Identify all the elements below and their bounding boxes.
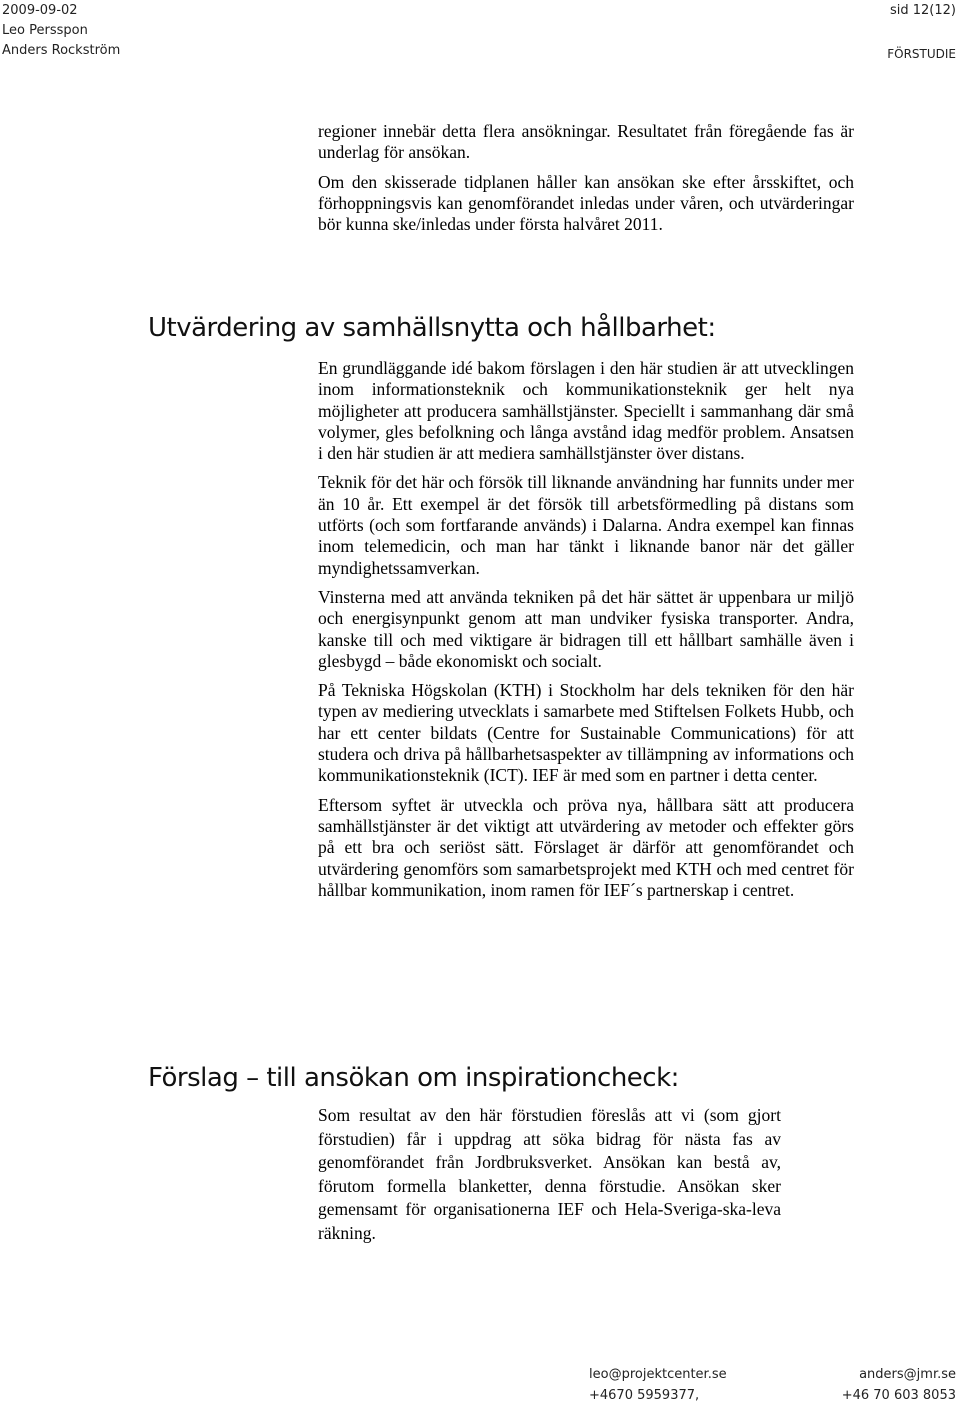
- body-paragraph: Vinsterna med att använda tekniken på det här sättet är uppenbara ur miljö och energisynpunkt genom att man undviker fysiska transporter. Andra, kanske till och med viktigare är bidragen till ett hållbart samhälle även i glesbygd – både ekonomiskt och socialt.: [318, 586, 854, 671]
- section-heading-proposal: Förslag – till ansökan om inspirationcheck:: [148, 1063, 679, 1093]
- header-author-1: Leo Persspon: [2, 23, 88, 38]
- footer-contact-leo: [589, 1364, 727, 1406]
- header-page-number: sid 12(12): [890, 3, 956, 18]
- footer-contact-anders: [842, 1364, 956, 1406]
- intro-paragraph: regioner innebär detta flera ansökningar. Resultatet från föregående fas är underlag för ansökan.: [318, 121, 854, 163]
- page-header-right: [887, 1, 956, 64]
- section-evaluation-body: [318, 358, 854, 901]
- header-date: 2009-09-02: [2, 3, 78, 18]
- footer-phone-anders: +46 70 603 8053: [841, 1388, 956, 1403]
- body-paragraph: En grundläggande idé bakom förslagen i den här studien är att utvecklingen inom informationsteknik och kommunikationsteknik ger helt nya möjligheter att producera samhällstjänster. Speciellt i sammanhang där små volymer, gles befolkning och långa avstånd idag medför problem. Ansatsen i den här studien är att mediera samhällstjänster över distans.: [318, 358, 854, 464]
- footer-email-leo[interactable]: leo@projektcenter.se: [589, 1367, 727, 1382]
- intro-paragraph: Om den skisserade tidplanen håller kan ansökan ske efter årsskiftet, och förhoppningsvis kan genomförandet inledas under våren, och utvärderingar bör kunna ske/inledas under första halvåret 2011.: [318, 171, 854, 235]
- header-document-type: FÖRSTUDIE: [887, 47, 956, 61]
- header-author-2: Anders Rockström: [2, 43, 121, 58]
- footer-phone-leo: +4670 5959377,: [589, 1388, 700, 1403]
- page-header-left: [2, 1, 120, 61]
- body-paragraph: På Tekniska Högskolan (KTH) i Stockholm har dels tekniken för den här typen av mediering utvecklats i samarbete med Stiftelsen Folkets Hubb, och har ett center bildats (Centre for Sustainable Communications) för att studera och driva på hållbarhetsaspekter av tillämpning av informations och kommunikationsteknik (ICT). IEF är med som en partner i detta center.: [318, 680, 854, 786]
- body-paragraph: Eftersom syftet är utveckla och pröva nya, hållbara sätt att producera samhällstjänster är det viktigt att utvärdering av metoder och effekter görs på ett bra och seriöst sätt. Förslaget är därför att genomförandet och utvärdering genomförs som samarbetsprojekt med KTH och med centret för hållbar kommunikation, inom ramen för IEF´s partnerskap i centret.: [318, 794, 854, 900]
- intro-text: [318, 121, 854, 235]
- footer-email-anders[interactable]: anders@jmr.se: [859, 1367, 956, 1382]
- section-proposal-body: [318, 1104, 781, 1246]
- body-paragraph: Teknik för det här och försök till liknande användning har funnits under mer än 10 år. Ett exempel är det försök till arbetsförmedling på distans som utförts (och som fortfarande används) i Dalarna. Andra exempel kan finnas inom telemedicin, och man har tänkt i liknande banor när det gäller myndighetssamverkan.: [318, 472, 854, 578]
- body-paragraph: Som resultat av den här förstudien föreslås att vi (som gjort förstudien) får i uppdrag att söka bidrag för nästa fas av genomförandet från Jordbruksverket. Ansökan kan bestå av, förutom formella blanketter, denna förstudie. Ansökan sker gemensamt för organisationerna IEF och Hela-Sveriga-ska-leva räkning.: [318, 1105, 781, 1243]
- section-heading-evaluation: Utvärdering av samhällsnytta och hållbarhet:: [148, 313, 716, 343]
